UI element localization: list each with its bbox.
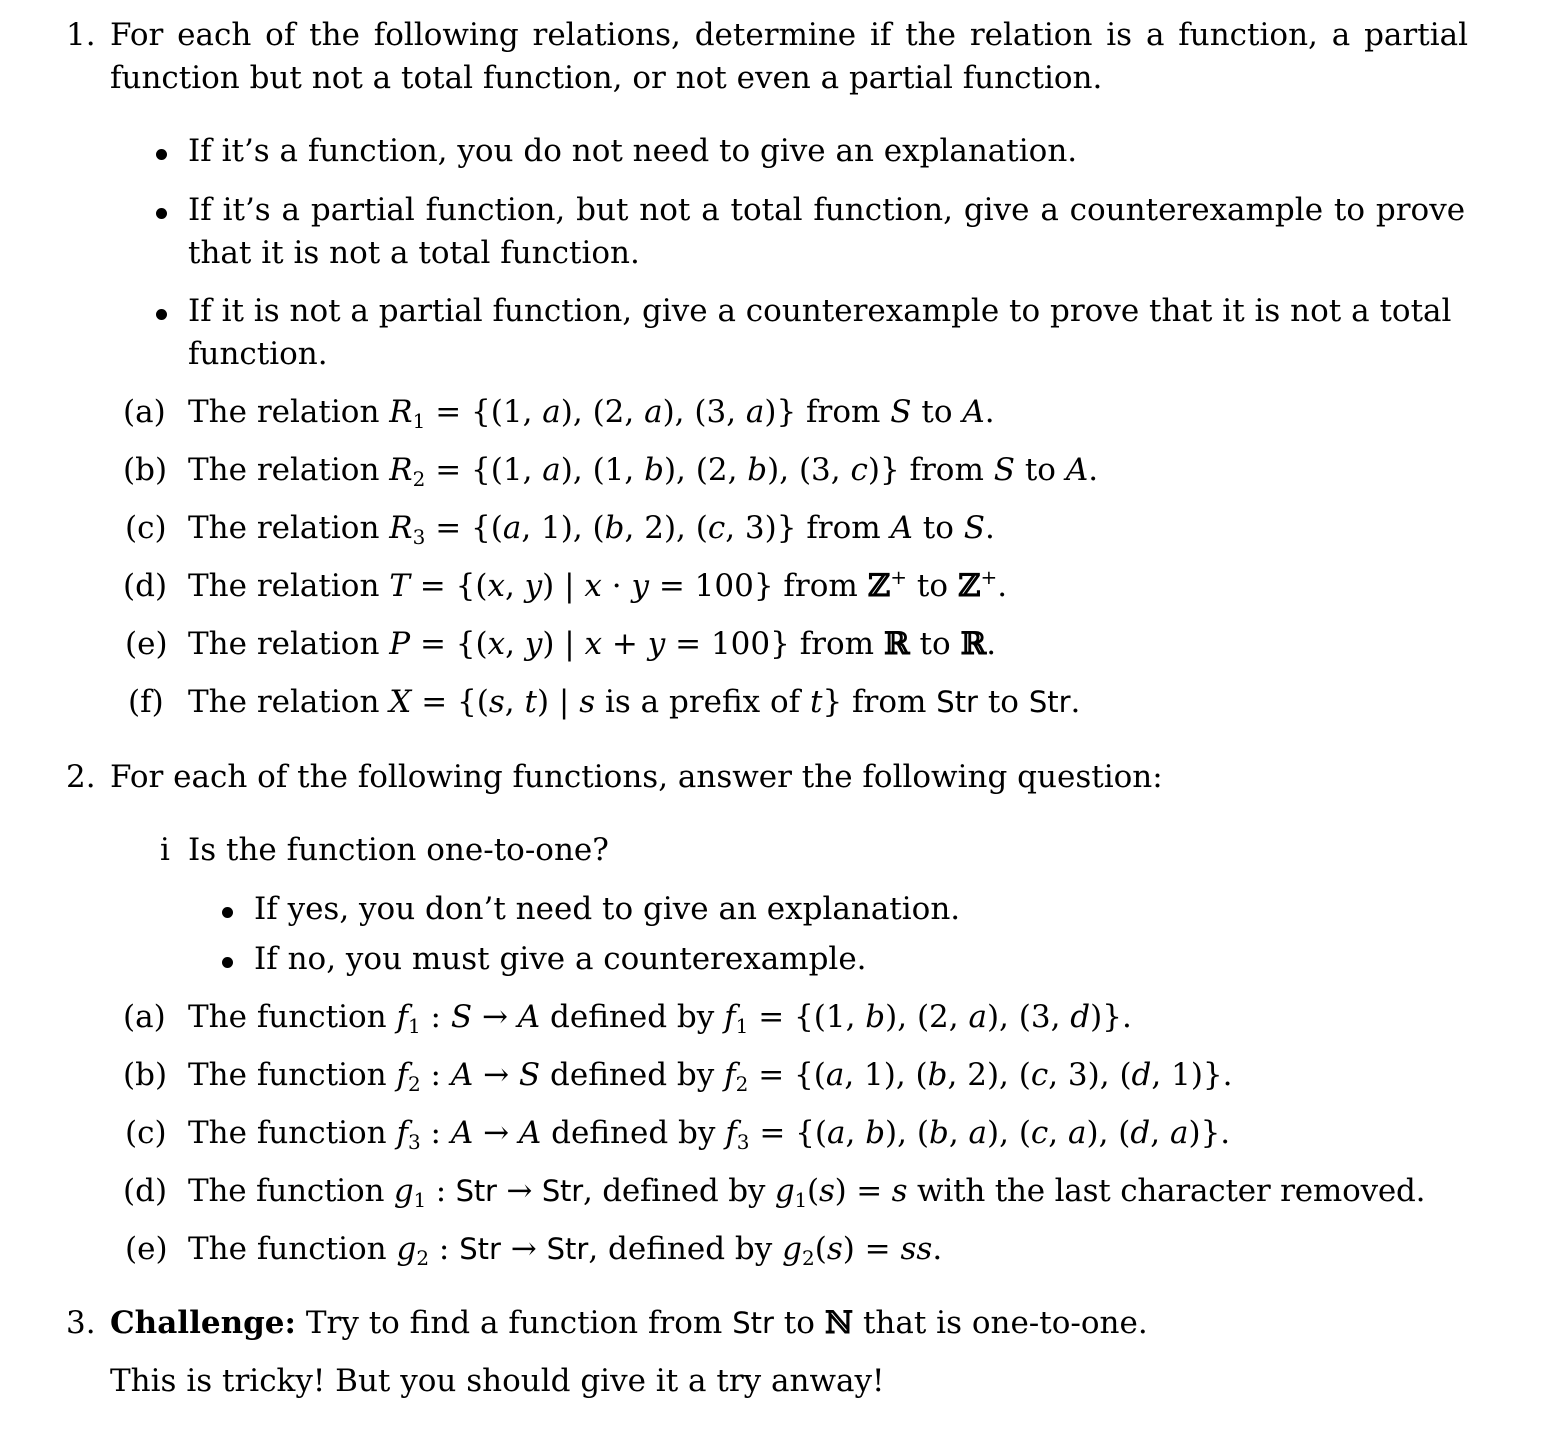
q1-bullet-3-line1: If it is not a partial function, give a counterexample to prove that it is not a total: [188, 293, 1452, 329]
bullet-icon: [156, 149, 167, 160]
q2-part-e: The function $g_2$ : Str → Str, defined by $g_2(s)$ = ss.: [188, 1231, 943, 1270]
bullet-icon: [156, 309, 167, 320]
q1-part-c: The relation $R_3 = \{(a$, 1), (b, 2), (c, 3)} from A to S.: [188, 510, 995, 549]
bullet-icon: [222, 957, 233, 968]
q2-part-c: The function $f_3$ : A → A defined by $f_3 = \{(a$, b), (b, a), (c, a), (d, a)}.: [188, 1115, 1231, 1154]
q3-bold-label: Challenge:: [110, 1305, 296, 1341]
q3-number: 3.: [66, 1305, 96, 1341]
q3-text: Try to find a function from: [305, 1305, 723, 1341]
q3-to: to: [783, 1305, 815, 1341]
q1-part-b: The relation $R_2 = \{(1$, a), (1, b), (2, b), (3, c)} from S to A.: [188, 452, 1099, 491]
q3-nat: ℕ: [824, 1305, 854, 1341]
q1-part-d: The relation T = {(x, y) | x · y = 100} from ℤ+ to ℤ+.: [188, 565, 1008, 604]
q1-bullet-3-line2: function.: [188, 336, 328, 372]
q3-str: Str: [732, 1306, 774, 1340]
q2-number: 2.: [66, 759, 96, 795]
q2-part-c-label: (c): [125, 1115, 167, 1151]
q1-bullet-2-line2: that it is not a total function.: [188, 235, 640, 271]
q1-part-f: The relation X = {(s, t) | s is a prefix of t} from Str to Str.: [188, 684, 1081, 720]
q1-part-e-label: (e): [125, 626, 168, 662]
q1-part-a-label: (a): [123, 394, 166, 430]
q1-bullet-2-line1: If it’s a partial function, but not a total function, give a counterexample to prove: [188, 192, 1466, 228]
q1-part-a: The relation $R_1 = \{(1$, a), (2, a), (3, a)} from S to A.: [188, 394, 995, 433]
q1-part-c-label: (c): [125, 510, 167, 546]
q1-number: 1.: [66, 17, 96, 53]
q2-part-d: The function $g_1$ : Str → Str, defined by $g_1(s) = s$ with the last character removed.: [188, 1173, 1426, 1212]
q1-part-b-label: (b): [123, 452, 168, 488]
q3-tail: that is one-to-one.: [862, 1305, 1148, 1341]
q2-bullet-2: If no, you must give a counterexample.: [254, 941, 867, 977]
q2-bullet-1: If yes, you don’t need to give an explanation.: [254, 891, 961, 927]
q2-part-b-label: (b): [123, 1057, 168, 1093]
q3-line1: [110, 1305, 1148, 1341]
q2-sub-question: Is the function one-to-one?: [188, 832, 609, 868]
q3-line2: This is tricky! But you should give it a try anway!: [110, 1363, 885, 1399]
q2-part-d-label: (d): [123, 1173, 168, 1209]
q1-part-f-label: (f): [128, 684, 164, 720]
q2-part-a-label: (a): [123, 999, 166, 1035]
q1-part-d-label: (d): [123, 568, 168, 604]
q1-part-e: The relation P = {(x, y) | x + y = 100} from ℝ to ℝ.: [188, 626, 997, 662]
q2-intro: For each of the following functions, answer the following question:: [110, 759, 1163, 795]
q1-intro-line1: For each of the following relations, determine if the relation is a function, a partial: [110, 17, 1468, 53]
q2-part-e-label: (e): [125, 1231, 168, 1267]
q1-intro-line2: function but not a total function, or not even a partial function.: [110, 60, 1103, 96]
q2-sub-label: i: [160, 832, 170, 868]
q1-bullet-1: If it’s a function, you do not need to give an explanation.: [188, 133, 1078, 169]
q2-part-b: The function $f_2$ : A → S defined by $f_2 = \{(a$, 1), (b, 2), (c, 3), (d, 1)}.: [188, 1057, 1233, 1096]
q2-part-a: The function $f_1$ : S → A defined by $f_1 = \{(1$, b), (2, a), (3, d)}.: [188, 999, 1132, 1038]
bullet-icon: [222, 907, 233, 918]
bullet-icon: [156, 208, 167, 219]
